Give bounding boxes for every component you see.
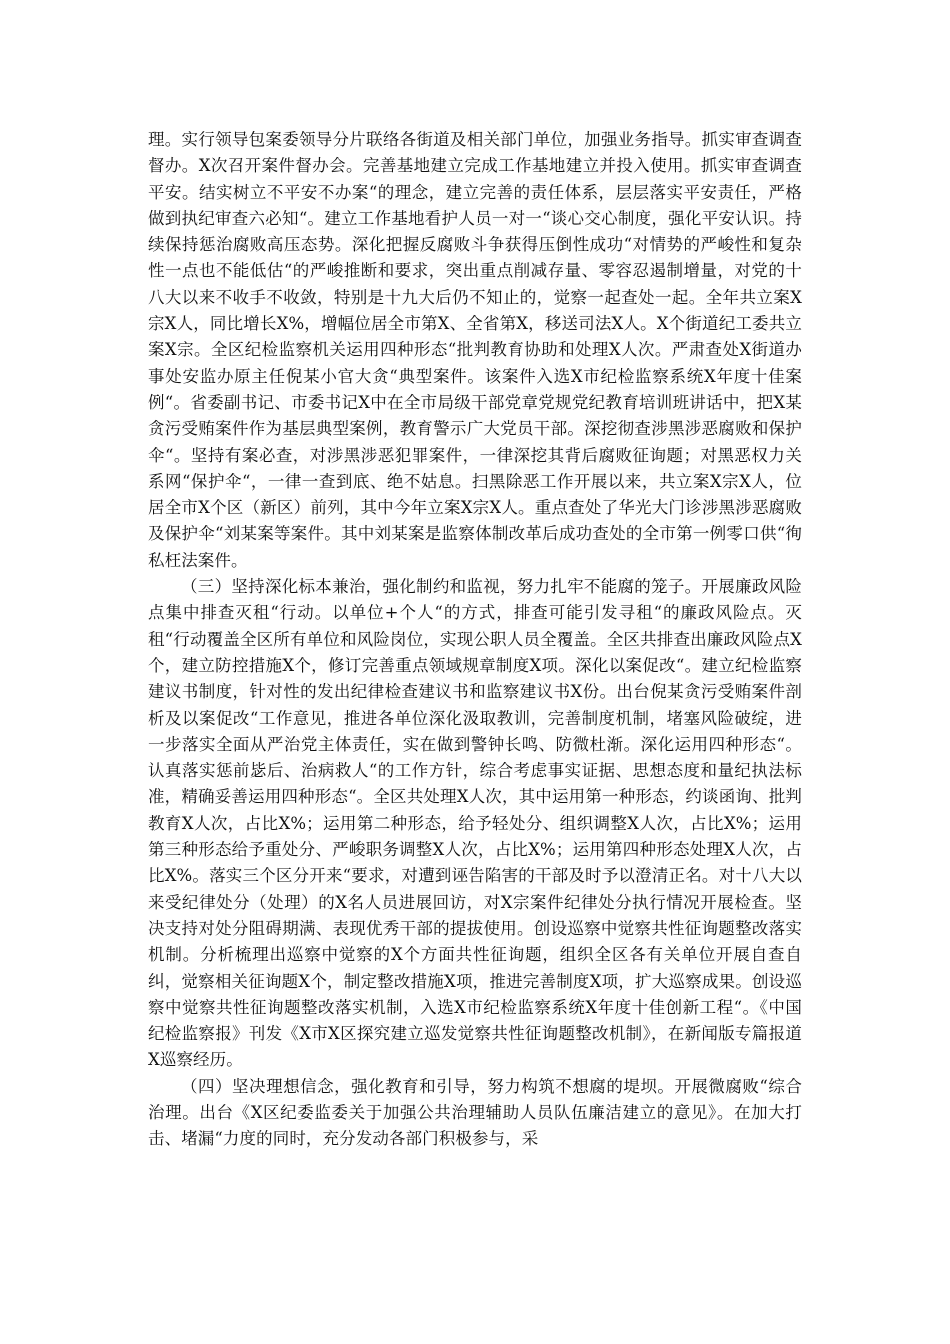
paragraph-section-three: （三）坚持深化标本兼治，强化制约和监视，努力扎牢不能腐的笼子。开展廉政风险点集中排查灭租“行动。以单位+个人“的方式，排查可能引发寻租“的廉政风险点。灭租“行动覆盖全区所有单位和风险岗位，实现公职人员全覆盖。全区共排查出廉政风险点X个，建立防控措施X个，修订完善重点领域规章制度X项。深化以案促改“。建立纪检监察建议书制度，针对性的发出纪律检查建议书和监察建议书X份。出台倪某贪污受贿案件剖析及以案促改“工作意见，推进各单位深化汲取教训，完善制度机制，堵塞风险破绽，进一步落实全面从严治党主体责任，实在做到警钟长鸣、防微杜渐。深化运用四种形态“。认真落实惩前毖后、治病救人“的工作方针，综合考虑事实证据、思想态度和量纪执法标准，精确妥善运用四种形态“。全区共处理X人次，其中运用第一种形态，约谈函询、批判教育X人次，占比X%；运用第二种形态，给予轻处分、组织调整X人次，占比X%；运用第三种形态给予重处分、严峻职务调整X人次，占比X%；运用第四种形态处理X人次，占比X%。落实三个区分开来“要求，对遭到诬告陷害的干部及时予以澄清正名。对十八大以来受纪律处分（处理）的X名人员进展回访，对X宗案件纪律处分执行情况开展检查。坚决支持对处分阻碍期满、表现优秀干部的提拔使用。创设巡察中觉察共性征询题整改落实机制。分析梳理出巡察中觉察的X个方面共性征询题，组织全区各有关单位开展自查自纠，觉察相关征询题X个，制定整改措施X项，推进完善制度X项，扩大巡察成果。创设巡察中觉察共性征询题整改落实机制，入选X市纪检监察系统X年度十佳创新工程“。《中国纪检监察报》刊发《X市X区探究建立巡发觉察共性征询题整改机制》，在新闻版专篇报道X巡察经历。 [148, 577, 802, 1070]
paragraph-section-four: （四）坚决理想信念，强化教育和引导，努力构筑不想腐的堤坝。开展微腐败“综合治理。出台《X区纪委监委关于加强公共治理辅助人员队伍廉洁建立的意见》。在加大打击、堵漏“力度的同时，充分发动各部门积极参与，采 [148, 1076, 802, 1149]
document-body [148, 127, 802, 1153]
paragraph-continuation: 理。实行领导包案委领导分片联络各街道及相关部门单位，加强业务指导。抓实审查调查督办。X次召开案件督办会。完善基地建立完成工作基地建立并投入使用。抓实审查调查平安。结实树立不平安不办案“的理念，建立完善的责任体系，层层落实平安责任，严格做到执纪审查六必知“。建立工作基地看护人员一对一“谈心交心制度，强化平安认识。持续保持惩治腐败高压态势。深化把握反腐败斗争获得压倒性成功“对情势的严峻性和复杂性一点也不能低估“的严峻推断和要求，突出重点削减存量、零容忍遏制增量，对党的十八大以来不收手不收敛，特别是十九大后仍不知止的，觉察一起查处一起。全年共立案X宗X人，同比增长X%，增幅位居全市第X、全省第X，移送司法X人。X个街道纪工委共立案X宗。全区纪检监察机关运用四种形态“批判教育协助和处理X人次。严肃查处X街道办事处安监办原主任倪某小官大贪“典型案件。该案件入选X市纪检监察系统X年度十佳案例“。省委副书记、市委书记X中在全市局级干部党章党规党纪教育培训班讲话中，把X某贪污受贿案件作为基层典型案例，教育警示广大党员干部。深挖彻查涉黑涉恶腐败和保护伞“。坚持有案必查，对涉黑涉恶犯罪案件，一律深挖其背后腐败征询题；对黑恶权力关系网“保护伞“，一律一查到底、绝不姑息。扫黑除恶工作开展以来，共立案X宗X人，位居全市X个区（新区）前列，其中今年立案X宗X人。重点查处了华光大门诊涉黑涉恶腐败及保护伞“刘某案等案件。其中刘某案是监察体制改革后成功查处的全市第一例零口供“徇私枉法案件。 [148, 130, 802, 570]
